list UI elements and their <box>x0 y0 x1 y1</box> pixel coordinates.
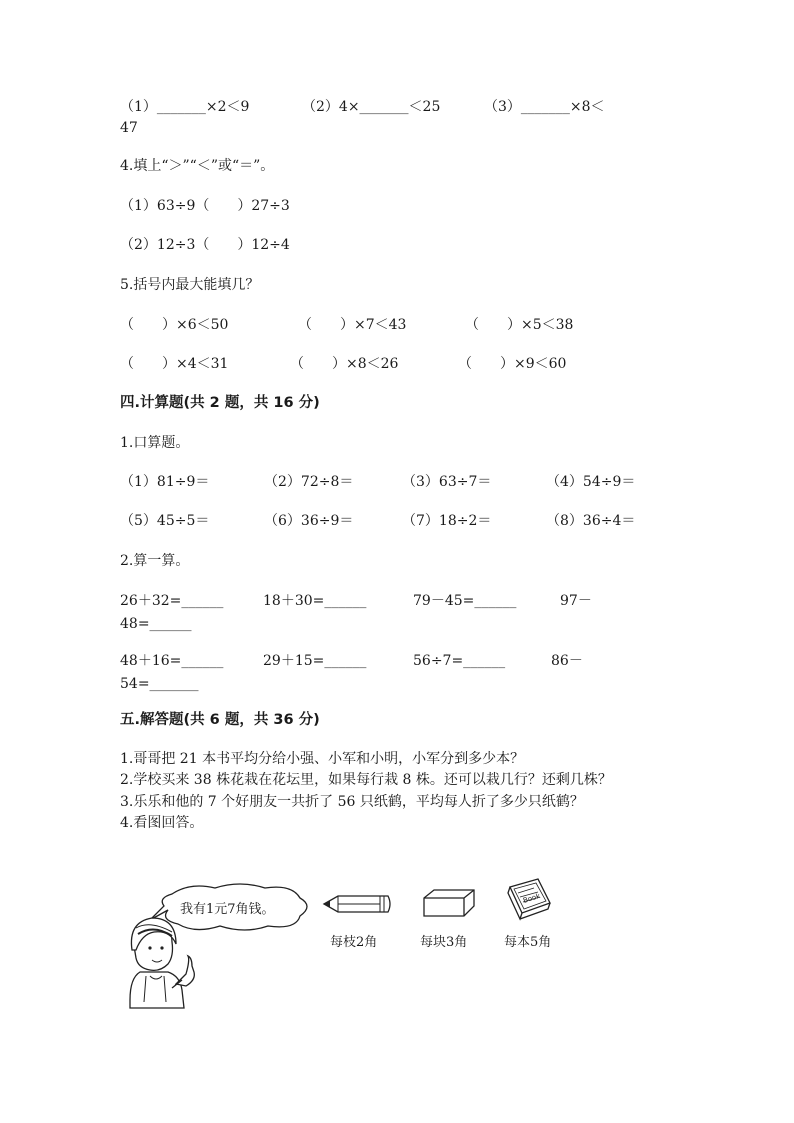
q5-title: 5.括号内最大能填几？ <box>120 277 260 293</box>
q5-row2-item1: （ ）×4＜31 <box>120 356 229 372</box>
book-caption: 每本5角 <box>504 935 552 950</box>
q3-row1-item2: （2）4×_______＜25 <box>302 99 441 115</box>
calc-item-4-cont: 48=______ <box>120 616 192 632</box>
calc-item-7: 56÷7=______ <box>413 653 506 669</box>
oral-item-3: （3）63÷7＝ <box>402 474 492 490</box>
book-icon <box>502 877 554 923</box>
word-problem-1: 1.哥哥把 21 本书平均分给小强、小军和小明，小军分到多少本？ <box>120 751 525 767</box>
calc-item-8: 86－ <box>551 653 583 669</box>
q5-row1-item2: （ ）×7＜43 <box>298 317 407 333</box>
eraser-icon <box>420 886 478 920</box>
q5-row1-item3: （ ）×5＜38 <box>465 317 574 333</box>
s4-q1-title: 1.口算题。 <box>120 435 190 451</box>
calc-item-2: 18＋30=______ <box>263 593 367 609</box>
calc-item-8-cont: 54=_______ <box>120 676 199 692</box>
pencil-icon <box>322 892 394 916</box>
q3-row1-item1: （1）_______×2＜9 <box>120 99 250 115</box>
q4-title: 4.填上“＞”“＜”或“＝”。 <box>120 158 275 174</box>
q3-row1-item3: （3）_______×8＜ <box>484 99 605 115</box>
book-cover-text: Book <box>522 891 542 905</box>
calc-item-1: 26＋32=______ <box>120 593 224 609</box>
q3-row1-item3-cont: 47 <box>120 120 138 136</box>
s4-q2-title: 2.算一算。 <box>120 553 190 569</box>
q4-item-1: （1）63÷9（ ）27÷3 <box>120 198 290 214</box>
oral-item-8: （8）36÷4＝ <box>546 513 636 529</box>
word-problem-4: 4.看图回答。 <box>120 815 204 831</box>
word-problem-2: 2.学校买来 38 株花栽在花坛里，如果每行栽 8 株。还可以栽几行？还剩几株？ <box>120 772 612 788</box>
oral-item-5: （5）45÷5＝ <box>120 513 210 529</box>
calc-item-5: 48＋16=______ <box>120 653 224 669</box>
speech-text: 我有1元7角钱。 <box>180 902 275 917</box>
q5-row2-item3: （ ）×9＜60 <box>458 356 567 372</box>
oral-item-1: （1）81÷9＝ <box>120 474 210 490</box>
section4-heading: 四.计算题(共 2 题，共 16 分) <box>120 395 320 411</box>
section5-heading: 五.解答题(共 6 题，共 36 分) <box>120 712 320 728</box>
oral-item-2: （2）72÷8＝ <box>264 474 354 490</box>
q4-item-2: （2）12÷3（ ）12÷4 <box>120 237 290 253</box>
oral-item-6: （6）36÷9＝ <box>264 513 354 529</box>
q5-row2-item2: （ ）×8＜26 <box>290 356 399 372</box>
oral-item-4: （4）54÷9＝ <box>546 474 636 490</box>
calc-item-4: 97－ <box>560 593 592 609</box>
oral-item-7: （7）18÷2＝ <box>402 513 492 529</box>
calc-item-3: 79－45=______ <box>413 593 517 609</box>
calc-item-6: 29＋15=______ <box>263 653 367 669</box>
word-problem-3: 3.乐乐和他的 7 个好朋友一共折了 56 只纸鹤，平均每人折了多少只纸鹤？ <box>120 794 584 810</box>
eraser-caption: 每块3角 <box>420 935 468 950</box>
q5-row1-item1: （ ）×6＜50 <box>120 317 229 333</box>
pencil-caption: 每枝2角 <box>330 935 378 950</box>
